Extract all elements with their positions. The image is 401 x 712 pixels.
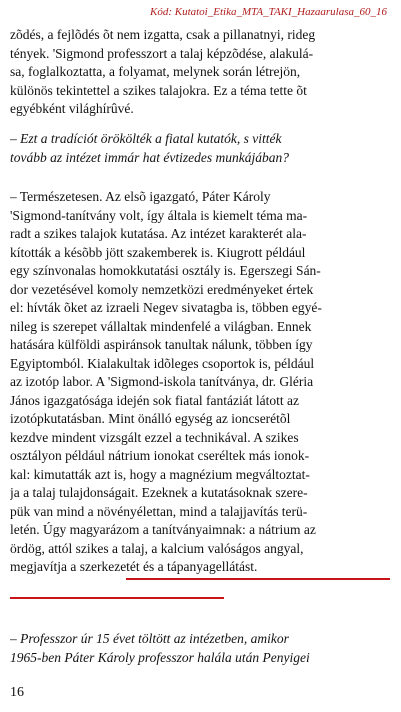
text-line: – Természetesen. Az elsõ igazgató, Páter Károly xyxy=(10,189,271,204)
text-line: osztályon például nátrium ionokat cseréltek más ionok- xyxy=(10,448,310,463)
text-line: egyébként világhírûvé. xyxy=(10,101,134,116)
text-line: nileg is szerepet vállaltak mindenfelé a világban. Ennek xyxy=(10,318,312,334)
text-line: különös tekintettel a szikes talajokra. Ez a téma tette õt xyxy=(10,82,307,98)
text-line: radt a szikes talajok kutatása. Az intézet karakterét ala- xyxy=(10,226,307,241)
text-line: kal: kimutatták azt is, hogy a magnézium megváltoztat- xyxy=(10,466,310,482)
document-code-header: Kód: Kutatoi_Etika_MTA_TAKI_Hazaarulasa_60_16 xyxy=(149,6,387,18)
paragraph-answer xyxy=(10,188,384,577)
text-line: Egyiptomból. Kialakultak idõleges csoportok is, például xyxy=(10,355,315,371)
text-line: egy színvonalas homokkutatási osztály is. Egerszegi Sán- xyxy=(10,263,321,278)
text-line: sa, foglalkoztatta, a folyamat, melynek során létrejön, xyxy=(10,64,301,79)
highlight-underline xyxy=(10,597,224,599)
page-number: 16 xyxy=(10,685,24,700)
text-line: az izotóp labor. A 'Sigmond-iskola tanítványa, dr. Gléria xyxy=(10,374,314,389)
text-line: ördög, attól szikes a talaj, a kalcium valóságos angyal, xyxy=(10,540,304,556)
text-line: dor vezetésével komoly nemzetközi eredményeket értek xyxy=(10,281,314,297)
text-line: letén. Úgy magyarázom a tanítványaimnak: a nátrium az xyxy=(10,522,316,537)
interview-question-1 xyxy=(10,130,384,167)
text-line: 1965-ben Páter Károly professzor halála után Penyigei xyxy=(10,649,310,665)
text-line: János igazgatósága idején sok fiatal fantáziát látott az xyxy=(10,392,300,408)
text-line: 'Sigmond-tanítvány volt, így általa is kiemelt téma ma- xyxy=(10,207,308,223)
text-line: el: hívták õket az izraeli Negev sivatagba is, többen egyé- xyxy=(10,300,322,315)
text-line: tények. 'Sigmond professzort a talaj képzõdése, alakulá- xyxy=(10,45,314,61)
text-line: megjavítja a szerkezetét és a tápanyagellátást. xyxy=(10,559,258,574)
text-line: zõdés, a fejlõdés õt nem izgatta, csak a pillanatnyi, rideg xyxy=(10,27,316,42)
text-line: – Professzor úr 15 évet töltött az intézetben, amikor xyxy=(10,631,289,646)
text-line: ja a talaj tulajdonságait. Ezeknek a kutatásoknak szere- xyxy=(10,485,308,500)
highlight-underline xyxy=(126,578,390,580)
paragraph-intro xyxy=(10,26,384,119)
text-line: – Ezt a tradíciót örökölték a fiatal kutatók, s vitték xyxy=(10,131,282,146)
interview-question-2 xyxy=(10,630,384,667)
text-line: kezdve mindent vizsgált ezzel a technikával. A szikes xyxy=(10,429,299,445)
text-line: pük van mind a növényélettan, mind a talajjavítás terü- xyxy=(10,503,308,519)
text-line: kították a késõbb jött szakemberek is. Kiugrott például xyxy=(10,244,306,260)
text-line: izotópkutatásban. Mint önálló egység az ioncserétõl xyxy=(10,411,291,426)
text-line: tovább az intézet immár hat évtizedes munkájában? xyxy=(10,149,289,165)
text-line: hatására külföldi aspiránsok tanultak nálunk, többen így xyxy=(10,337,313,352)
